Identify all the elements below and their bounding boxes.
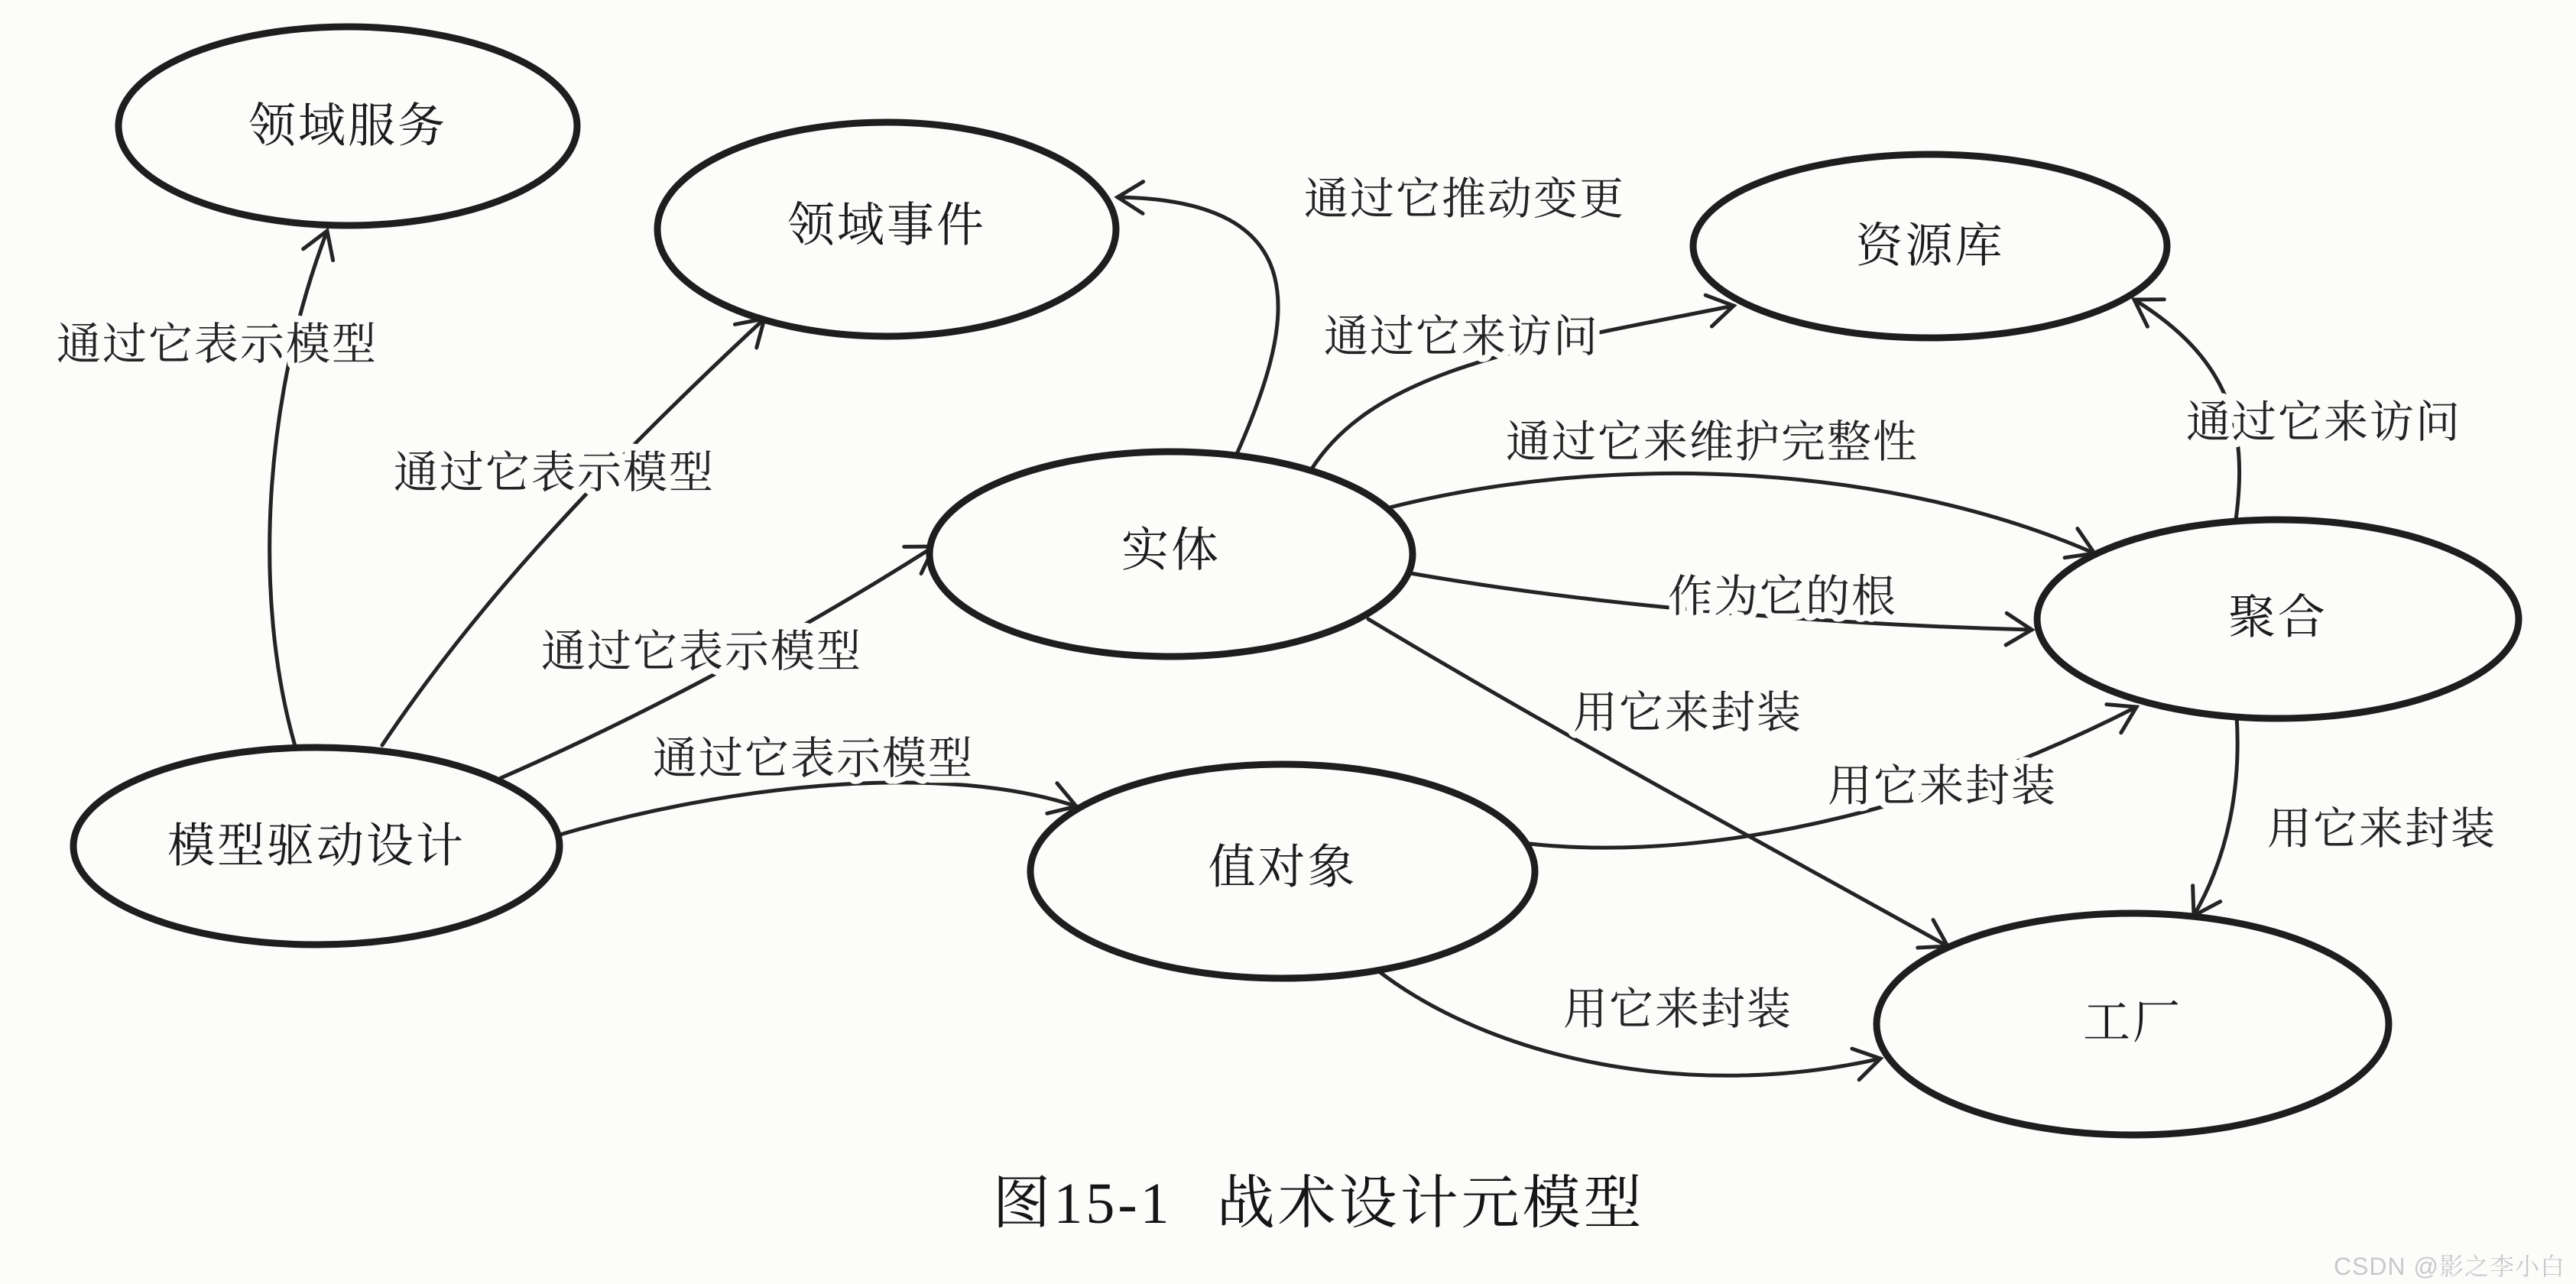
node-model-driven-design bbox=[73, 747, 560, 945]
figure-caption-number: 图15-1 bbox=[992, 1172, 1173, 1236]
edge-mdd-to-domain-event bbox=[382, 319, 764, 745]
edge-mdd-to-domain-service bbox=[270, 231, 327, 746]
node-factory bbox=[1877, 913, 2389, 1135]
node-domain-service-label: 领域服务 bbox=[248, 99, 448, 153]
edge-label-as-root: 作为它的根 bbox=[1667, 572, 1898, 621]
node-value-object bbox=[1030, 764, 1535, 978]
edge-label-represent-model-4: 通过它表示模型 bbox=[652, 734, 975, 783]
node-repository-label: 资源库 bbox=[1855, 219, 2005, 273]
edge-mdd-to-value-object bbox=[560, 783, 1076, 835]
node-repository bbox=[1693, 154, 2167, 338]
node-domain-event-label: 领域事件 bbox=[787, 199, 987, 252]
edge-label-encapsulate-2: 用它来封装 bbox=[1827, 761, 2058, 811]
node-value-object-label: 值对象 bbox=[1208, 841, 1358, 894]
node-factory-label: 工厂 bbox=[2082, 996, 2183, 1049]
edge-label-encapsulate-3: 用它来封装 bbox=[1562, 984, 1793, 1034]
edge-aggregate-to-factory bbox=[2194, 715, 2237, 916]
node-domain-event bbox=[657, 122, 1116, 336]
edge-label-represent-model-3: 通过它表示模型 bbox=[540, 627, 863, 676]
figure-caption-title: 战术设计元模型 bbox=[1216, 1172, 1645, 1236]
edge-entity-to-domain-event bbox=[1118, 197, 1278, 454]
node-aggregate bbox=[2037, 520, 2519, 718]
node-entity bbox=[930, 452, 1413, 657]
csdn-watermark: CSDN @影之李小白 bbox=[2333, 1253, 2565, 1280]
edge-label-access-right: 通过它来访问 bbox=[2185, 397, 2462, 447]
node-aggregate-label: 聚合 bbox=[2227, 591, 2328, 644]
edge-label-push-change: 通过它推动变更 bbox=[1303, 174, 1626, 224]
edge-label-access-left: 通过它来访问 bbox=[1323, 312, 1600, 362]
node-model-driven-design-label: 模型驱动设计 bbox=[167, 819, 466, 873]
edge-label-encapsulate-1: 用它来封装 bbox=[1572, 688, 1803, 738]
edge-label-encapsulate-4: 用它来封装 bbox=[2266, 804, 2497, 854]
node-domain-service bbox=[118, 27, 577, 225]
edge-label-represent-model-1: 通过它表示模型 bbox=[56, 319, 378, 369]
edge-entity-to-aggregate-integrity bbox=[1390, 473, 2094, 553]
edge-label-maintain-integrity: 通过它来维护完整性 bbox=[1505, 417, 1919, 467]
figure-caption bbox=[992, 1172, 1644, 1236]
node-entity-label: 实体 bbox=[1121, 524, 1221, 577]
edge-label-represent-model-2: 通过它表示模型 bbox=[393, 448, 715, 498]
